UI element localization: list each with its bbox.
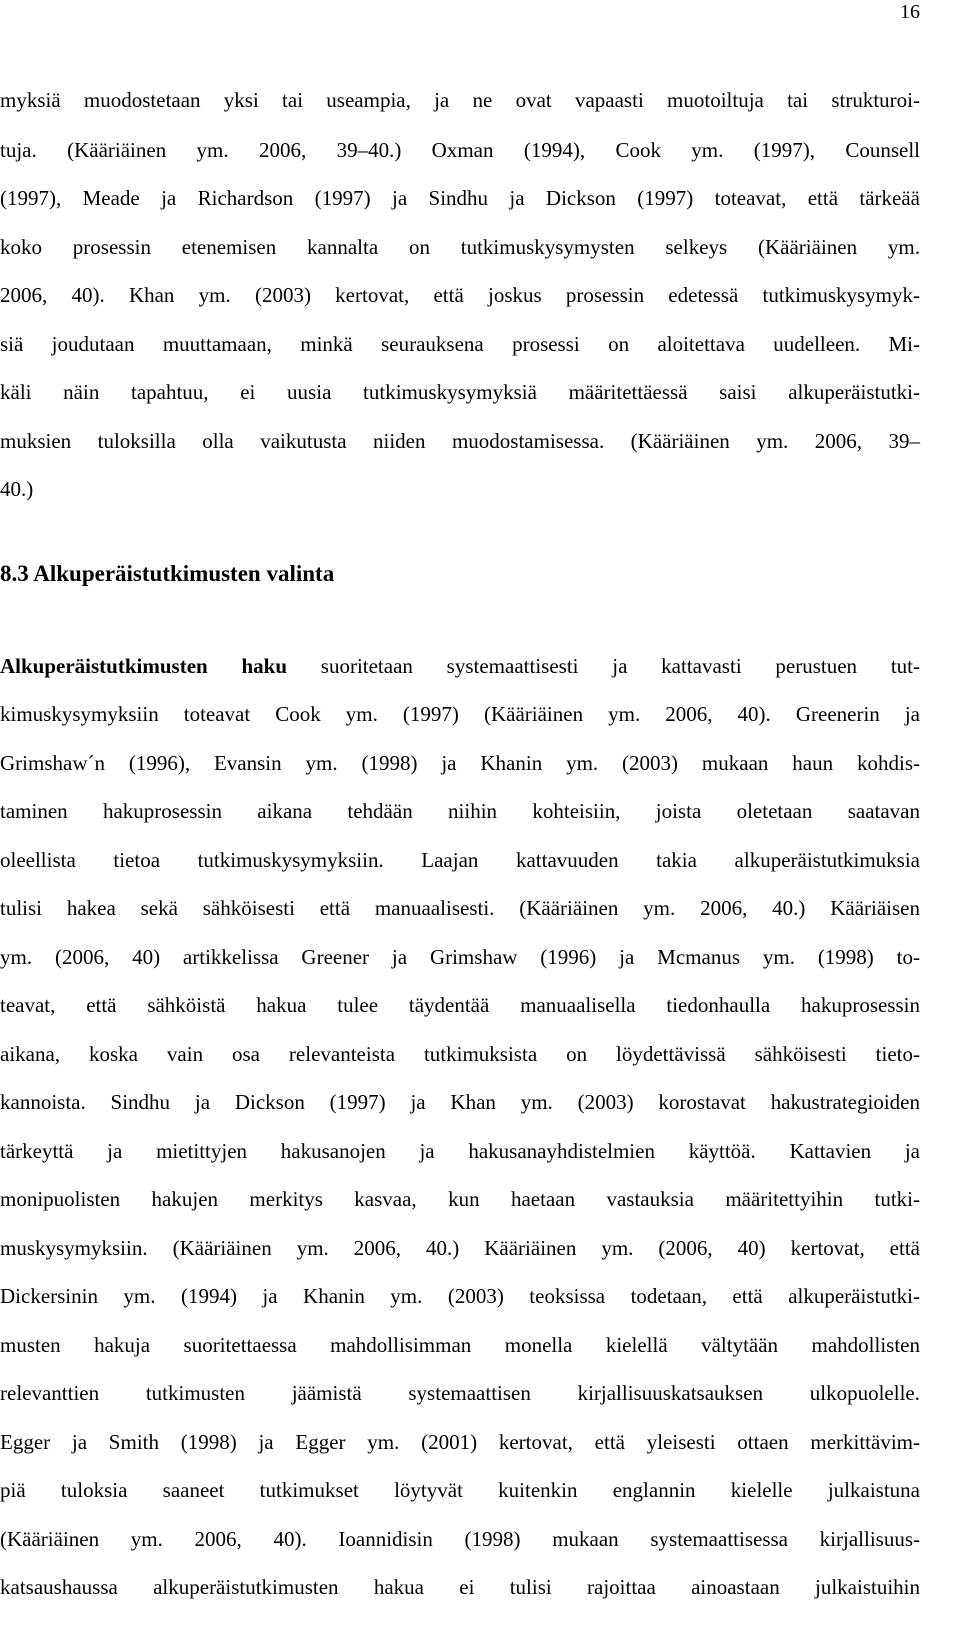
paragraph-line: monipuolisten hakujen merkitys kasvaa, kun haetaan vastauksia määritettyihin tutki- <box>0 1187 920 1211</box>
paragraph-line: 40.) <box>0 477 34 501</box>
paragraph-line: Grimshaw´n (1996), Evansin ym. (1998) ja Khanin ym. (2003) mukaan haun kohdis- <box>0 751 920 775</box>
paragraph-line: aikana, koska vain osa relevanteista tutkimuksista on löydettävissä sähköisesti tieto- <box>0 1042 920 1066</box>
paragraph-line: muskysymyksiin. (Kääriäinen ym. 2006, 40.) Kääriäinen ym. (2006, 40) kertovat, että <box>0 1236 920 1260</box>
paragraph-line: piä tuloksia saaneet tutkimukset löytyvät kuitenkin englannin kielelle julkaistuna <box>0 1478 920 1502</box>
paragraph-line: 2006, 40). Khan ym. (2003) kertovat, että joskus prosessin edetessä tutkimuskysymyk- <box>0 283 920 307</box>
paragraph-line: käli näin tapahtuu, ei uusia tutkimuskysymyksiä määritettäessä saisi alkuperäistutki- <box>0 380 920 404</box>
lead-bold-term: Alkuperäistutkimusten haku <box>0 654 288 678</box>
paragraph-line: oleellista tietoa tutkimuskysymyksiin. Laajan kattavuuden takia alkuperäistutkimuksia <box>0 848 920 872</box>
paragraph-line: tulisi hakea sekä sähköisesti että manuaalisesti. (Kääriäinen ym. 2006, 40.) Kääriäisen <box>0 896 920 920</box>
paragraph-line: kannoista. Sindhu ja Dickson (1997) ja Khan ym. (2003) korostavat hakustrategioiden <box>0 1090 920 1114</box>
paragraph-line: ym. (2006, 40) artikkelissa Greener ja Grimshaw (1996) ja Mcmanus ym. (1998) to- <box>0 945 920 969</box>
paragraph-line: tuja. (Kääriäinen ym. 2006, 39–40.) Oxman (1994), Cook ym. (1997), Counsell <box>0 138 920 162</box>
paragraph-line <box>0 652 920 680</box>
paragraph-line: (1997), Meade ja Richardson (1997) ja Sindhu ja Dickson (1997) toteavat, että tärkeää <box>0 186 920 210</box>
paragraph-line: teavat, että sähköistä hakua tulee täydentää manuaalisella tiedonhaulla hakuprosessin <box>0 993 920 1017</box>
paragraph-line: Dickersinin ym. (1994) ja Khanin ym. (2003) teoksissa todetaan, että alkuperäistutki- <box>0 1284 920 1308</box>
section-heading: 8.3 Alkuperäistutkimusten valinta <box>0 561 335 586</box>
paragraph-line: (Kääriäinen ym. 2006, 40). Ioannidisin (1998) mukaan systemaattisessa kirjallisuus- <box>0 1527 920 1551</box>
paragraph-line: tärkeyttä ja mietittyjen hakusanojen ja hakusanayhdistelmien käyttöä. Kattavien ja <box>0 1139 920 1163</box>
paragraph-line: katsaushaussa alkuperäistutkimusten hakua ei tulisi rajoittaa ainoastaan julkaistuihin <box>0 1575 920 1599</box>
paragraph-line: relevanttien tutkimusten jäämistä systemaattisen kirjallisuuskatsauksen ulkopuolelle. <box>0 1381 920 1405</box>
paragraph-line: koko prosessin etenemisen kannalta on tutkimuskysymysten selkeys (Kääriäinen ym. <box>0 235 920 259</box>
paragraph-line: kimuskysymyksiin toteavat Cook ym. (1997) (Kääriäinen ym. 2006, 40). Greenerin ja <box>0 702 920 726</box>
lead-line-rest: suoritetaan systemaattisesti ja kattavasti perustuen tut- <box>287 654 920 678</box>
paragraph-line: siä joudutaan muuttamaan, minkä seurauksena prosessi on aloitettava uudelleen. Mi- <box>0 332 920 356</box>
paragraph-line: taminen hakuprosessin aikana tehdään niihin kohteisiin, joista oletetaan saatavan <box>0 799 920 823</box>
paragraph-line: muksien tuloksilla olla vaikutusta niiden muodostamisessa. (Kääriäinen ym. 2006, 39– <box>0 429 920 453</box>
paragraph-line: musten hakuja suoritettaessa mahdollisimman monella kielellä vältytään mahdollisten <box>0 1333 920 1357</box>
paragraph-line: Egger ja Smith (1998) ja Egger ym. (2001) kertovat, että yleisesti ottaen merkittävim- <box>0 1430 920 1454</box>
page-number: 16 <box>900 1 920 23</box>
paragraph-line: myksiä muodostetaan yksi tai useampia, ja ne ovat vapaasti muotoiltuja tai strukturoi- <box>0 88 920 112</box>
